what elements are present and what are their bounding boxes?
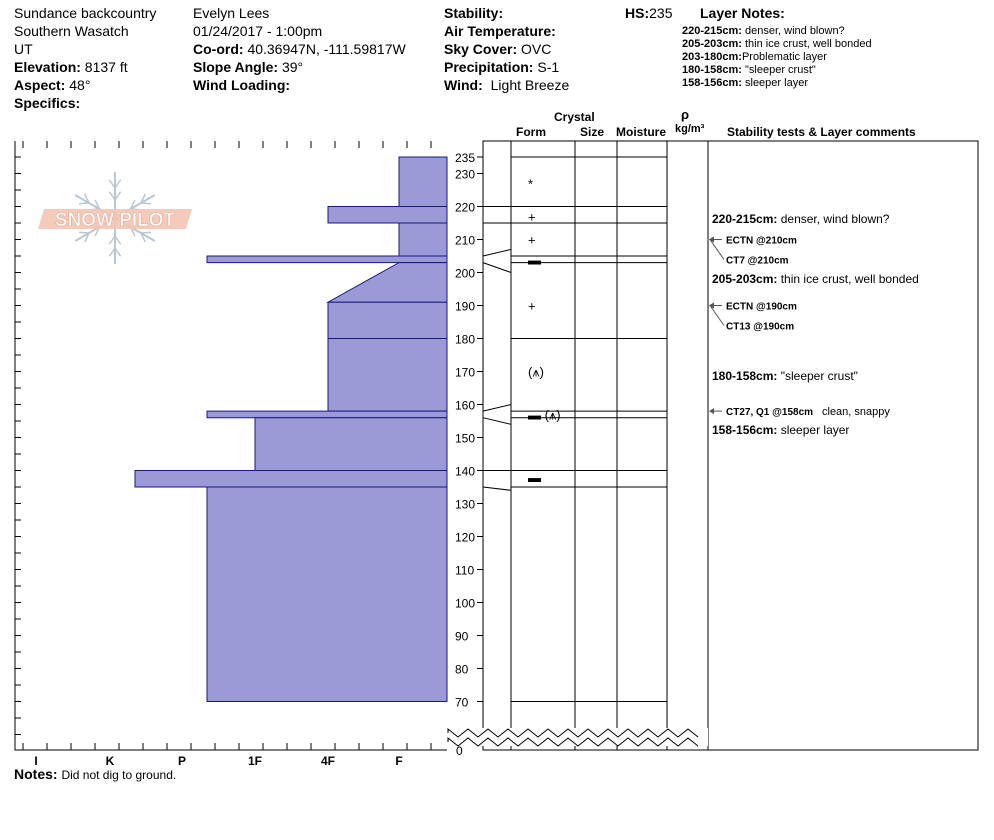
- range-name: Southern Wasatch: [14, 23, 129, 39]
- layer-comment-text: sleeper layer: [780, 423, 850, 437]
- test-arrow-line: [710, 306, 724, 326]
- depth-tick-label: 170: [455, 365, 476, 380]
- layer-comment-text: "sleeper crust": [780, 369, 858, 383]
- layer-connector: [483, 487, 511, 490]
- hardness-bar: [207, 256, 447, 263]
- depth-tick-label: 80: [455, 662, 469, 677]
- depth-tick-label: 150: [455, 431, 476, 446]
- precip-value: S-1: [537, 59, 560, 75]
- location-name: Sundance backcountry: [14, 5, 157, 21]
- depth-tick-label: 210: [455, 233, 476, 248]
- snowpilot-logo: [38, 172, 192, 264]
- depth-tick-label: 200: [455, 266, 476, 281]
- depth-tick-label: 100: [455, 596, 476, 611]
- depth-tick-label: 230: [455, 167, 476, 182]
- layer-connector: [483, 263, 511, 273]
- hardness-bar: [399, 157, 447, 207]
- layer-comment: [712, 212, 890, 226]
- layer-note-item: 180-158cm: "sleeper crust": [682, 64, 816, 76]
- elevation-value: 8137 ft: [84, 59, 128, 75]
- coord-value: 40.36947N, -111.59817W: [247, 41, 406, 57]
- stability-test-comment: clean, snappy: [822, 406, 890, 419]
- precip-label: Precipitation:: [444, 59, 534, 75]
- wind-loading-label: Wind Loading:: [193, 77, 291, 93]
- wind-label: Wind:: [444, 77, 483, 93]
- grain-form-symbol: +: [528, 209, 536, 225]
- state-name: UT: [14, 41, 33, 57]
- layer-note-item: 158-156cm: sleeper layer: [682, 77, 808, 89]
- depth-tick-label: 160: [455, 398, 476, 413]
- stability-label: Stability:: [444, 5, 504, 21]
- layer-connector: [483, 249, 511, 256]
- grain-form-symbol: ▬: [528, 470, 541, 486]
- slope-value: 39°: [281, 59, 304, 75]
- footer-notes: [14, 766, 176, 782]
- layer-comment-range: 205-203cm:: [712, 272, 781, 286]
- notes-value: Did not dig to ground.: [61, 768, 177, 782]
- stability-test-label: CT7 @210cm: [726, 255, 789, 267]
- hs-value: 235: [649, 5, 673, 21]
- layer-table-frame: [483, 141, 978, 750]
- sky-value: OVC: [521, 41, 552, 57]
- observer-name: Evelyn Lees: [193, 5, 270, 21]
- hs-label: HS:: [625, 5, 650, 21]
- layer-notes-title: Layer Notes:: [700, 5, 785, 21]
- depth-tick-label: 130: [455, 497, 476, 512]
- observation-datetime: 01/24/2017 - 1:00pm: [193, 23, 323, 39]
- layer-note-item: 205-203cm: thin ice crust, well bonded: [682, 38, 872, 50]
- size-header: Size: [580, 125, 605, 139]
- grain-form-symbol: (⩚): [528, 364, 544, 380]
- layer-note-item: 220-215cm: denser, wind blown?: [682, 25, 845, 37]
- layer-comment: [712, 369, 858, 383]
- grain-form-symbol: *: [528, 176, 534, 192]
- layer-comment-text: denser, wind blown?: [780, 212, 890, 226]
- grain-form-symbol: +: [528, 298, 536, 314]
- hardness-bar: [328, 207, 447, 224]
- layer-note-item: 203-180cm:Problematic layer: [682, 51, 827, 63]
- layer-connector: [483, 418, 511, 425]
- specifics-label: Specifics:: [14, 95, 81, 111]
- notes-label: Notes:: [14, 766, 58, 782]
- hardness-tick-label: K: [105, 754, 115, 768]
- test-arrow-line: [710, 240, 724, 260]
- hardness-bar: [207, 487, 447, 702]
- hardness-tick-label: 1F: [247, 754, 263, 768]
- hardness-bar: [255, 418, 447, 471]
- stability-test-label: CT13 @190cm: [726, 321, 795, 333]
- depth-tick-label: 120: [455, 530, 476, 545]
- air-temp-label: Air Temperature:: [444, 23, 556, 39]
- snowflake-branch: [79, 232, 89, 233]
- rho-header: ρ: [681, 107, 690, 122]
- logo-text: SNOW PILOT: [54, 210, 176, 231]
- hardness-bar: [135, 471, 447, 488]
- depth-tick-label: 0: [456, 744, 463, 758]
- stability-test-label: ECTN @210cm: [726, 235, 797, 247]
- layer-comment: [712, 423, 849, 437]
- grain-form-symbol: ▬ (⩚): [528, 407, 561, 423]
- grain-form-symbol: ▬: [528, 252, 541, 268]
- layer-comment-text: thin ice crust, well bonded: [780, 272, 919, 286]
- depth-tick-label: 190: [455, 299, 476, 314]
- hardness-tick-label: F: [395, 754, 403, 768]
- hardness-tick-label: 4F: [320, 754, 336, 768]
- sky-label: Sky Cover:: [444, 41, 518, 57]
- snowflake-branch: [79, 203, 89, 204]
- hardness-bar: [328, 339, 447, 412]
- elevation-label: Elevation:: [14, 59, 81, 75]
- coord-label: Co-ord:: [193, 41, 244, 57]
- comments-header: Stability tests & Layer comments: [727, 125, 916, 139]
- snowflake-branch: [141, 232, 151, 233]
- hardness-bar: [328, 263, 447, 303]
- stability-test-label: ECTN @190cm: [726, 301, 797, 313]
- aspect-value: 48°: [69, 77, 91, 93]
- hardness-bar: [399, 223, 447, 256]
- stability-test-label: CT27, Q1 @158cm: [726, 407, 814, 419]
- depth-tick-label: 90: [455, 629, 469, 644]
- depth-tick-label: 140: [455, 464, 476, 479]
- moisture-header: Moisture: [616, 125, 667, 139]
- depth-tick-label: 235: [455, 151, 476, 165]
- layer-comment-range: 158-156cm:: [712, 423, 781, 437]
- snowflake-branch: [141, 203, 151, 204]
- hardness-bar: [207, 411, 447, 418]
- depth-tick-label: 70: [455, 695, 469, 710]
- hardness-tick-label: P: [177, 754, 187, 768]
- layer-comment-range: 180-158cm:: [712, 369, 781, 383]
- layer-comment-range: 220-215cm:: [712, 212, 781, 226]
- depth-tick-label: 180: [455, 332, 476, 347]
- wind-value: Light Breeze: [490, 77, 570, 93]
- layer-comment: [712, 272, 919, 286]
- grain-form-symbol: +: [528, 232, 536, 248]
- layer-connector: [483, 405, 511, 412]
- hardness-tick-label: I: [34, 754, 38, 768]
- test-arrow-head: [709, 408, 714, 414]
- aspect-label: Aspect:: [14, 77, 66, 93]
- density-unit-header: kg/m³: [675, 123, 705, 135]
- slope-label: Slope Angle:: [193, 59, 279, 75]
- depth-tick-label: 220: [455, 200, 476, 215]
- crystal-header: Crystal: [554, 110, 595, 124]
- depth-tick-label: 110: [455, 563, 475, 578]
- form-header: Form: [516, 125, 546, 139]
- hardness-bar: [328, 302, 447, 338]
